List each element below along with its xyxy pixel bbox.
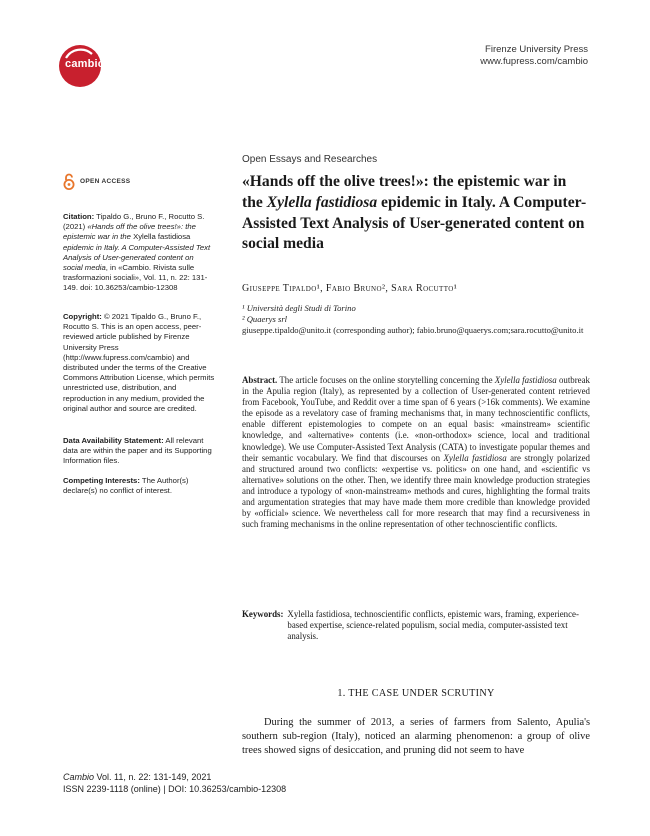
competing-interests-label: Competing Interests:	[63, 476, 140, 485]
publisher-url[interactable]: www.fupress.com/cambio	[480, 56, 588, 67]
article-series: Open Essays and Researches	[242, 154, 378, 165]
title-part-2: epidemic in Italy. A Computer-Assisted Text Analysis of User-generated content on social media	[242, 193, 587, 253]
keywords-text: Xylella fastidiosa, technoscientific conflicts, epistemic wars, framing, experience-based expertise, science-related populism, social media, computer-assisted text analysis.	[287, 609, 579, 642]
data-availability-text: All relevant data are within the paper and its Supporting Information files.	[63, 436, 212, 466]
body-paragraph: During the summer of 2013, a series of farmers from Salento, Apulia's southern sub-region (Italy), noticed an alarming phenomenon: a group of olive trees showed signs of desiccation, and pruning did not seem to have	[242, 717, 590, 756]
competing-interests-block	[63, 476, 215, 496]
affiliation-1: ¹ Università degli Studi di Torino	[242, 303, 356, 313]
abstract-text-1: The article focuses on the online storytelling concerning the	[277, 375, 495, 385]
citation-title-rest: epidemic in Italy. A Computer-Assisted Text Analysis of User-generated content on social media	[63, 242, 211, 273]
publisher-name: Firenze University Press	[485, 44, 588, 55]
open-access-lock-icon	[63, 173, 75, 190]
abstract-text-2: outbreak in the Apulia region (Italy), as represented by a collection of User-generated content retrieved from Facebook, YouTube, and Reddit over a time span of 6 years (>16k comments). We examine the episode as a revelatory case of framing mechanisms that, in many technoscientific conflicts, enable different epistemologies to compete on an equal basis: «mainstream» scientific knowledge, and «alternative» contents (i.e. «non-orthodox» science, local and traditional knowledge). We use Computer-Assisted Text Analysis (CATA) to investigate popular themes and their semantic vocabulary. We find that discourses on	[242, 375, 590, 463]
abstract-label: Abstract.	[242, 375, 278, 385]
abstract-species-1: Xylella fastidiosa	[494, 375, 557, 385]
abstract	[242, 375, 590, 530]
footer-issn-doi: ISSN 2239-1118 (online) | DOI: 10.36253/cambio-12308	[63, 784, 287, 794]
citation-authors: Tipaldo G., Bruno F., Rocutto S. (2021)	[63, 212, 205, 232]
data-availability-label: Data Availability Statement:	[63, 436, 164, 445]
citation-label: Citation:	[63, 212, 95, 221]
article-title	[242, 172, 590, 255]
page-footer	[63, 771, 286, 795]
data-availability-block	[63, 436, 215, 467]
copyright-block	[63, 312, 215, 414]
open-access-label: OPEN ACCESS	[80, 178, 131, 185]
title-part-1: «Hands off the olive trees!»: the epistemic war in the	[242, 173, 567, 211]
author-emails[interactable]: giuseppe.tipaldo@unito.it (corresponding author); fabio.bruno@quaerys.com;sara.rocutto@unito.it	[242, 325, 584, 335]
footer-journal: Cambio	[63, 772, 95, 782]
citation-species: Xylella fastidiosa	[130, 232, 191, 242]
keywords-label: Keywords:	[242, 609, 284, 619]
affiliation-2: ² Quaerys srl	[242, 314, 288, 324]
open-access-badge	[63, 173, 130, 190]
keywords-block	[242, 609, 590, 642]
publisher-info	[480, 44, 588, 68]
section-heading: 1. THE CASE UNDER SCRUTINY	[337, 688, 495, 699]
citation-title: «Hands off the olive trees!»: the epistemic war in the	[63, 222, 196, 242]
affiliations	[242, 303, 590, 336]
title-species: Xylella fastidiosa	[266, 193, 378, 211]
abstract-species-2: Xylella fastidiosa	[443, 452, 507, 463]
copyright-label: Copyright:	[63, 312, 102, 321]
competing-interests-text: The Author(s) declare(s) no conflict of interest.	[63, 476, 189, 496]
logo-text: cambio	[65, 58, 105, 70]
citation-source: , in «Cambio. Rivista sulle trasformazioni sociali», Vol. 11, n. 22: 131-149. doi: 10.36253/cambio-12308	[63, 263, 208, 293]
abstract-text-3: are strongly polarized and structured around two conflicts: «expertise vs. politics» on one hand, and «scientific vs alternative» solutions on the other. Then, we identify three main knowledge production strategies and introduce a typology of «non-mainstream» methods and cures, highlighting the formal traits and argumentation strategies that may have made them more credible than knowledge provided by «official» science. We nevertheless call for more research that may find a recursiveness in such framing mechanisms in the online representation of other technoscientific conflicts.	[242, 452, 590, 530]
citation-block	[63, 212, 215, 294]
copyright-text: © 2021 Tipaldo G., Bruno F., Rocutto S. This is an open access, peer-reviewed article published by Firenze University Press (http://www.fupress.com/cambio) and distributed under the terms of the Creative Commons Attribution License, which permits unrestricted use, distribution, and reproduction in any medium, provided the original author and source are credited.	[63, 312, 215, 413]
author-list: Giuseppe Tipaldo¹, Fabio Bruno², Sara Rocutto¹	[242, 283, 458, 294]
footer-journal-info: Vol. 11, n. 22: 131-149, 2021	[94, 772, 212, 782]
